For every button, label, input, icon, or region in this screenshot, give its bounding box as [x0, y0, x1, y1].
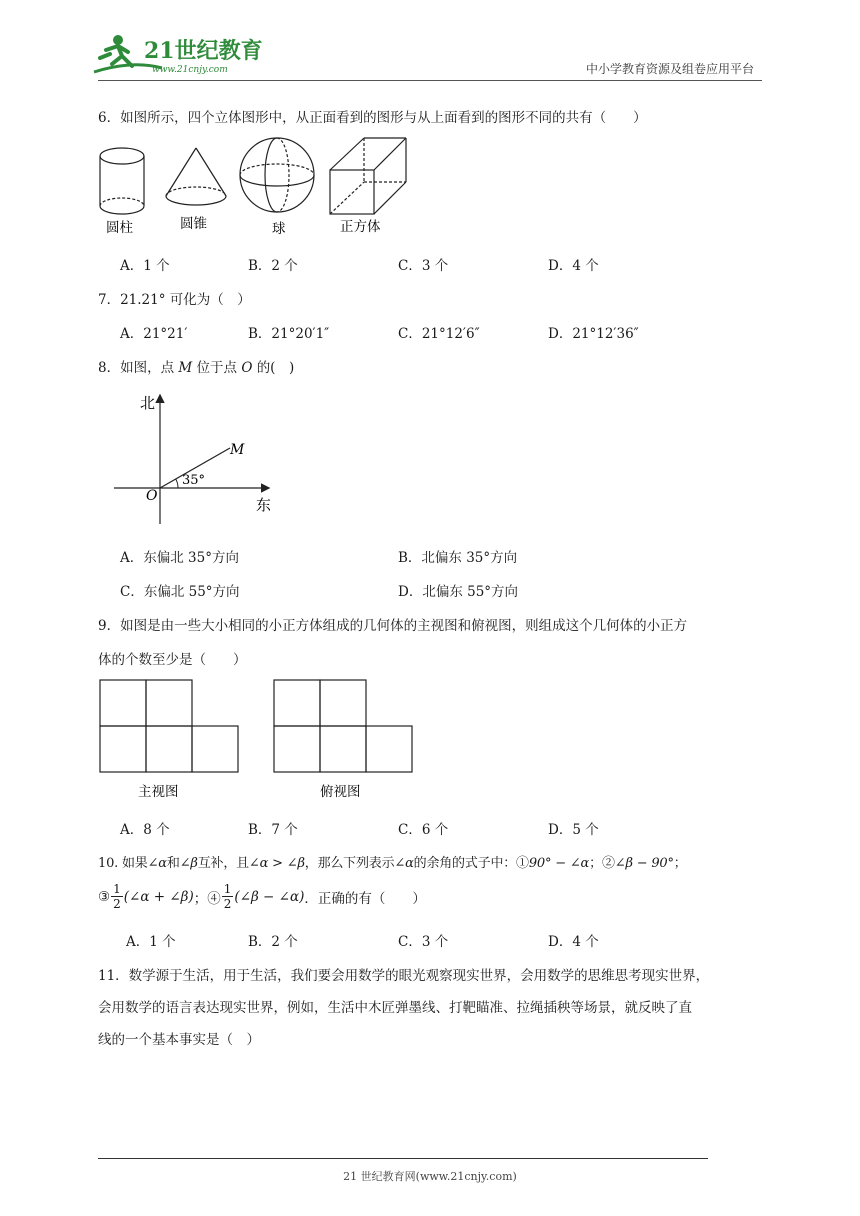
q10-math: ∠α	[147, 856, 167, 871]
q10-stem-line2	[98, 882, 426, 911]
q10-text: 的余角的式子中：①	[413, 856, 529, 871]
q8-compass-figure	[108, 388, 288, 528]
q10-text: ；②	[589, 856, 615, 871]
q10-math: 90° − ∠α	[528, 856, 590, 871]
cone-figure	[166, 148, 226, 205]
cylinder-label: 圆柱	[106, 220, 133, 236]
cube-figure	[330, 138, 406, 214]
q10-text: ；	[673, 856, 687, 871]
fraction-denominator: 2	[223, 897, 232, 911]
footer-text: 21 世纪教育网(www.21cnjy.com)	[343, 1170, 517, 1183]
angle-label: 35°	[182, 473, 206, 488]
cylinder-figure	[100, 148, 144, 214]
origin-label: O	[146, 488, 158, 504]
q6-figures	[96, 134, 426, 242]
fraction-numerator: 1	[113, 882, 121, 896]
q7-option-b[interactable]: B．21°20′1″	[248, 326, 330, 342]
q11-stem-line1: 11．数学源于生活，用于生活，我们要会用数学的眼光观察现实世界，会用数学的思维思考现实世界，	[98, 968, 710, 984]
q10-text: 10. 如果	[98, 856, 148, 871]
q9-option-a[interactable]: A．8 个	[120, 822, 170, 838]
q6-option-a[interactable]: A．1 个	[120, 258, 170, 274]
q8-stem	[98, 356, 294, 376]
q8-stem-prefix: 8．如图，点	[98, 360, 175, 376]
q7-stem: 7．21.21° 可化为（ ）	[98, 292, 251, 308]
header-platform-text: 中小学教育资源及组卷应用平台	[585, 62, 754, 76]
east-label: 东	[256, 496, 272, 514]
q6-option-b[interactable]: B．2 个	[248, 258, 298, 274]
site-logo	[92, 30, 262, 80]
q10-math: ∠β − 90°	[614, 856, 674, 871]
q11-stem-line3: 线的一个基本事实是（ ）	[98, 1032, 260, 1048]
q9-option-b[interactable]: B．7 个	[248, 822, 298, 838]
q9-option-d[interactable]: D．5 个	[548, 822, 599, 838]
q10-math: (∠β − ∠α)	[234, 888, 305, 905]
cone-label: 圆锥	[180, 216, 207, 232]
sphere-figure	[240, 138, 314, 212]
q11-stem-line2: 会用数学的语言表达现实世界，例如，生活中木匠弹墨线、打靶瞄准、拉绳插秧等场景，就反映了直	[98, 1000, 692, 1016]
sphere-label: 球	[272, 221, 286, 237]
q10-text: 互补，且	[197, 856, 249, 871]
q7-option-a[interactable]: A．21°21′	[120, 326, 188, 342]
front-view-label: 主视图	[138, 784, 179, 800]
q9-option-c[interactable]: C．6 个	[398, 822, 449, 838]
top-view-grid	[274, 680, 412, 772]
q8-option-c[interactable]: C．东偏北 55°方向	[120, 584, 240, 600]
q9-stem-line2: 体的个数至少是（ ）	[98, 652, 247, 668]
q7-option-c[interactable]: C．21°12′6″	[398, 326, 480, 342]
q8-option-d[interactable]: D．北偏东 55°方向	[398, 584, 519, 600]
q8-option-a[interactable]: A．东偏北 35°方向	[120, 550, 239, 566]
q8-option-b[interactable]: B．北偏东 35°方向	[398, 550, 518, 566]
q6-option-d[interactable]: D．4 个	[548, 258, 599, 274]
q10-math: ∠α > ∠β	[248, 856, 305, 871]
fraction-denominator: 2	[113, 897, 121, 911]
front-view-grid	[100, 680, 238, 772]
q10-stem-line1	[98, 852, 687, 871]
cube-label: 正方体	[340, 219, 381, 235]
q6-option-c[interactable]: C．3 个	[398, 258, 449, 274]
q8-point-o: O	[241, 360, 253, 376]
q10-text: ．正确的有（ ）	[304, 890, 426, 907]
q10-option-b[interactable]: B．2 个	[248, 934, 298, 950]
q6-stem: 6．如图所示，四个立体图形中，从正面看到的图形与从上面看到的图形不同的共有（ ）	[98, 110, 647, 126]
q10-text: 和	[166, 856, 180, 871]
logo-text: 21世纪教育	[144, 38, 262, 64]
q9-stem-line1: 9．如图是由一些大小相同的小正方体组成的几何体的主视图和俯视图，则组成这个几何体的小正方	[98, 618, 688, 634]
q10-option-d[interactable]: D．4 个	[548, 934, 599, 950]
angle-arc	[176, 479, 178, 488]
header-divider	[98, 80, 762, 81]
footer-divider	[98, 1158, 708, 1159]
logo-url: www.21cnjy.com	[152, 65, 228, 75]
q10-math: ∠α	[394, 856, 414, 871]
q8-stem-suffix: 的( )	[256, 360, 295, 376]
q10-option-a[interactable]: A．1 个	[126, 934, 176, 950]
top-view-label: 俯视图	[320, 784, 361, 800]
q8-stem-mid: 位于点	[196, 360, 238, 376]
fraction-half	[111, 882, 123, 911]
q10-circled-3: ③	[98, 888, 111, 905]
q10-text: ，那么下列表示	[304, 856, 395, 871]
fraction-numerator: 1	[223, 882, 232, 896]
q10-math: (∠α + ∠β)	[123, 888, 194, 905]
q9-views-figure	[96, 676, 426, 804]
q10-math: ∠β	[179, 856, 198, 871]
fraction-half	[222, 882, 234, 911]
q10-option-c[interactable]: C．3 个	[398, 934, 449, 950]
point-m-label: M	[230, 442, 245, 458]
north-label: 北	[140, 394, 156, 412]
q8-point-m: M	[178, 360, 193, 376]
q10-circled-4: ；④	[193, 890, 221, 907]
q7-option-d[interactable]: D．21°12′36″	[548, 326, 639, 342]
